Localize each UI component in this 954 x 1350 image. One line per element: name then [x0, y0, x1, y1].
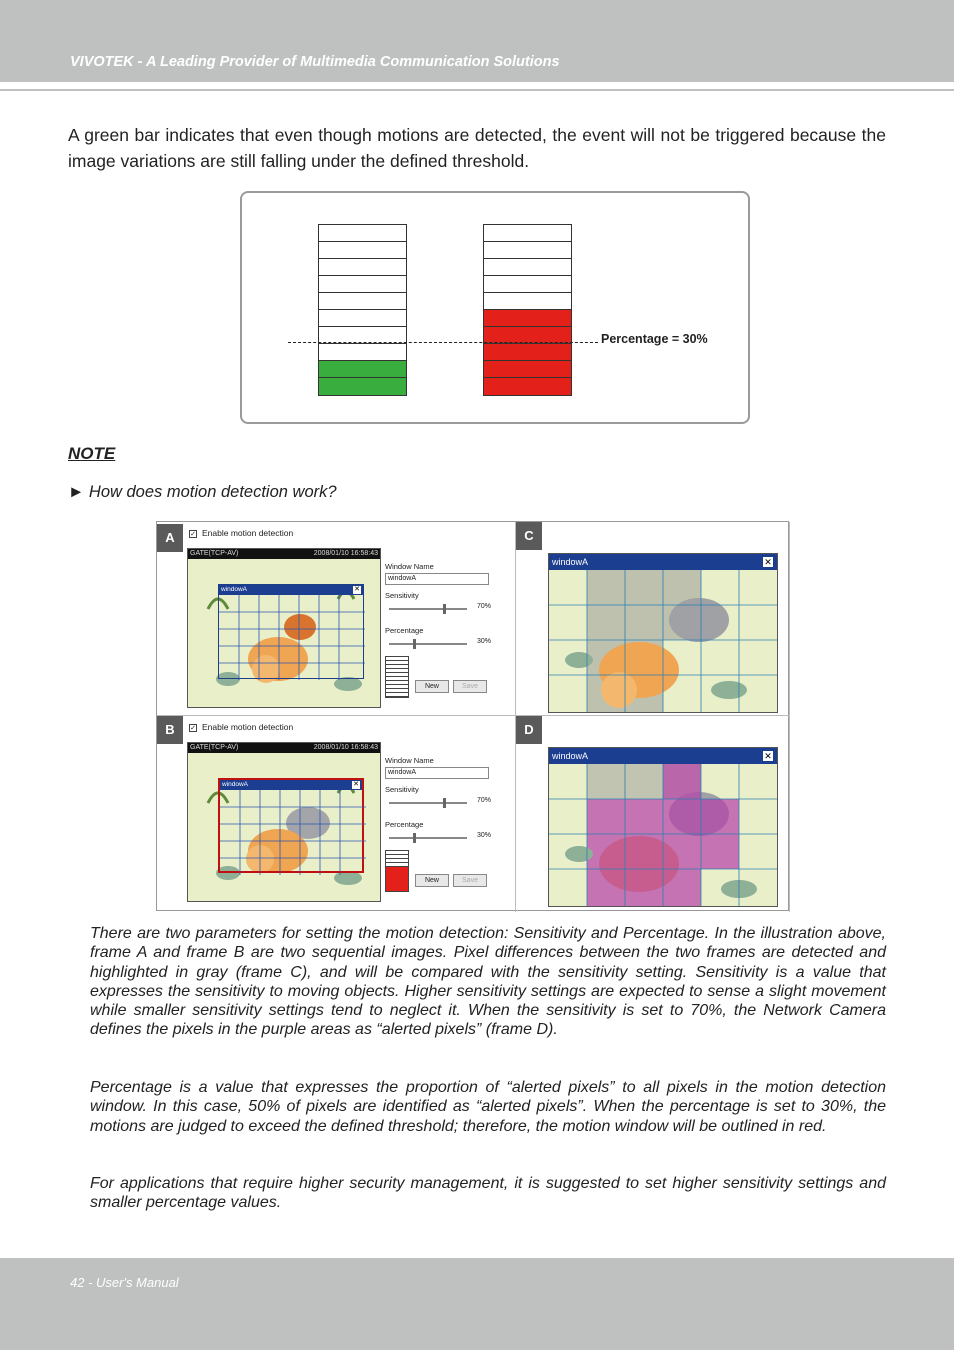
close-icon[interactable]: ✕ — [764, 751, 772, 761]
grid-overlay — [219, 595, 365, 680]
sensitivity-thumb[interactable] — [443, 798, 446, 808]
window-name-label: Window Name — [385, 562, 434, 571]
activity-meter — [385, 656, 409, 698]
window-name-input[interactable]: windowA — [385, 767, 489, 779]
settings-form — [385, 562, 513, 712]
zoom-window-title — [549, 748, 777, 764]
activity-meter-fill — [386, 867, 408, 891]
bar-segment — [319, 242, 406, 259]
frame-label-d: D — [516, 716, 542, 744]
percentage-slider[interactable] — [389, 837, 467, 839]
motion-window-title — [219, 585, 363, 595]
bar-segment — [319, 310, 406, 327]
paragraph-percentage: Percentage is a value that expresses the proportion of “alerted pixels” to all pixels in the motion detection window. In this case, 50% of pixels are identified as “alerted pixels”. When the percentage is set to 30%, the motions are judged to exceed the defined threshold; therefore, the motion window will be outlined in red. — [90, 1079, 886, 1135]
header-title: VIVOTEK - A Leading Provider of Multimedia Communication Solutions — [70, 54, 560, 70]
bar-segment — [484, 293, 571, 310]
bar-segment — [319, 276, 406, 293]
green-bar-column — [318, 224, 407, 396]
bar-segment — [319, 225, 406, 242]
bar-segment — [319, 293, 406, 310]
close-icon[interactable]: ✕ — [353, 781, 359, 788]
enable-checkbox[interactable]: ✓ — [190, 531, 196, 538]
bar-segment — [484, 276, 571, 293]
motion-window-name: windowA — [221, 586, 248, 593]
page-header — [0, 0, 954, 82]
threshold-line — [288, 342, 598, 343]
bar-segment — [484, 242, 571, 259]
bar-segment — [484, 361, 571, 378]
save-button[interactable]: Save — [453, 874, 487, 887]
percentage-slider[interactable] — [389, 643, 467, 645]
motion-detection-figure — [156, 521, 789, 911]
sensitivity-value: 70% — [477, 603, 492, 610]
bar-segment — [319, 259, 406, 276]
frame-c-panel — [516, 522, 790, 716]
enable-label: Enable motion detection — [202, 722, 294, 732]
bar-segment — [484, 344, 571, 361]
save-button[interactable]: Save — [453, 680, 487, 693]
motion-window[interactable] — [218, 584, 364, 679]
note-heading: NOTE — [68, 444, 116, 463]
camera-preview — [187, 548, 381, 708]
enable-checkbox[interactable]: ✓ — [190, 725, 196, 732]
zoom-window-title — [549, 554, 777, 570]
zoom-window-name: windowA — [552, 751, 589, 761]
percentage-value: 30% — [477, 638, 492, 645]
frame-b-panel — [157, 716, 516, 912]
settings-form — [385, 756, 513, 906]
frame-label-a: A — [157, 524, 183, 552]
page-number: 42 - User's Manual — [70, 1275, 179, 1290]
bar-segment — [319, 344, 406, 361]
sensitivity-thumb[interactable] — [443, 604, 446, 614]
frame-d-zoom — [548, 747, 778, 907]
paragraph-parameters: There are two parameters for setting the motion detection: Sensitivity and Percentage. In the illustration above, frame A and frame B are two sequential images. Pixel differences between the two frames are detected and highlighted in gray (frame C), and will be compared with the sensitivity setting. Sensitivity is a value that expresses the sensitivity to moving objects. Higher sensitivity settings are expected to sense a slight movement while smaller sensitivity settings tend to neglect it. When the sensitivity is set to 70%, the Network Camera defines the pixels in the purple areas as “alerted pixels” (frame D). — [90, 925, 886, 1039]
sensitivity-label: Sensitivity — [385, 591, 419, 600]
camera-name: GATE(TCP-AV) — [190, 550, 239, 557]
close-icon[interactable]: ✕ — [354, 586, 360, 593]
camera-preview — [187, 742, 381, 902]
bar-segment — [484, 225, 571, 242]
window-name-input[interactable]: windowA — [385, 573, 489, 585]
close-icon[interactable]: ✕ — [764, 557, 772, 567]
percentage-label: Percentage — [385, 626, 424, 635]
new-button[interactable]: New — [415, 680, 449, 693]
motion-window-alerted[interactable] — [218, 778, 364, 873]
motion-window-name: windowA — [222, 781, 249, 788]
percentage-value: 30% — [477, 832, 492, 839]
frame-d-panel — [516, 716, 790, 912]
sensitivity-value: 70% — [477, 797, 492, 804]
grid-overlay — [220, 790, 366, 875]
red-bar-column — [483, 224, 572, 396]
percentage-thumb[interactable] — [413, 639, 416, 649]
page-footer — [0, 1258, 954, 1350]
note-question: ► How does motion detection work? — [68, 483, 337, 501]
frame-c-zoom — [548, 553, 778, 713]
threshold-label: Percentage = 30% — [601, 332, 708, 346]
bar-segment — [484, 378, 571, 395]
enable-label: Enable motion detection — [202, 528, 294, 538]
bar-segment — [319, 378, 406, 395]
frame-a-panel — [157, 522, 516, 716]
camera-timestamp: 2008/01/10 16:58:43 — [313, 550, 378, 557]
bar-segment — [484, 259, 571, 276]
camera-name: GATE(TCP-AV) — [190, 744, 239, 751]
frame-label-b: B — [157, 716, 183, 744]
frame-label-c: C — [516, 522, 542, 550]
zoom-window-name: windowA — [552, 557, 589, 567]
frame-d-illustration — [549, 764, 778, 907]
header-rule — [0, 89, 954, 91]
activity-meter — [385, 850, 409, 892]
window-name-label: Window Name — [385, 756, 434, 765]
percentage-label: Percentage — [385, 820, 424, 829]
bar-segment — [484, 310, 571, 327]
camera-timestamp: 2008/01/10 16:58:43 — [313, 744, 378, 751]
frame-c-illustration — [549, 570, 778, 713]
sensitivity-label: Sensitivity — [385, 785, 419, 794]
bar-segment — [319, 361, 406, 378]
intro-paragraph: A green bar indicates that even though motions are detected, the event will not be triggered because the image variations are still falling under the defined threshold. — [68, 125, 886, 171]
sensitivity-slider[interactable] — [389, 802, 467, 804]
motion-window-title — [220, 780, 362, 790]
percentage-thumb[interactable] — [413, 833, 416, 843]
new-button[interactable]: New — [415, 874, 449, 887]
paragraph-recommendation: For applications that require higher security management, it is suggested to set higher sensitivity settings and smaller percentage values. — [90, 1175, 886, 1212]
sensitivity-slider[interactable] — [389, 608, 467, 610]
